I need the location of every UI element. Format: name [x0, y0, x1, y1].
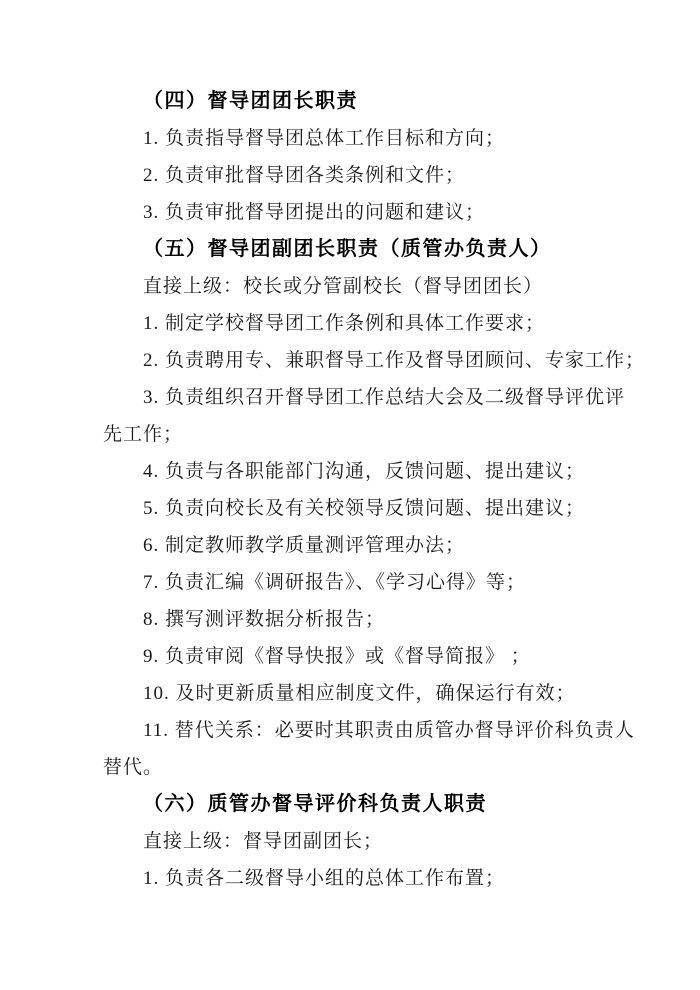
text-line: 3. 负责组织召开督导团工作总结大会及二级督导评优评 — [143, 387, 626, 408]
text-line: 11. 替代关系：必要时其职责由质管办督导评价科负责人 — [143, 720, 635, 741]
text-line: 2. 负责聘用专、兼职督导工作及督导团顾问、专家工作； — [143, 350, 646, 371]
section — [103, 83, 597, 231]
section-heading: （六）质管办督导评价科负责人职责 — [143, 793, 487, 815]
section — [103, 231, 646, 786]
text-line: 1. 制定学校督导团工作条例和具体工作要求； — [143, 313, 546, 334]
text-line-continuation: 替代。 — [103, 757, 164, 778]
section — [103, 786, 597, 897]
text-line: 5. 负责向校长及有关校领导反馈问题、提出建议； — [143, 498, 586, 519]
text-line: 10. 及时更新质量相应制度文件，确保运行有效； — [143, 683, 576, 704]
text-line: 9. 负责审阅《督导快报》或《督导简报》 ； — [143, 646, 531, 667]
text-line: 1. 负责各二级督导小组的总体工作布置； — [143, 868, 506, 889]
text-line: 2. 负责审批督导团各类条例和文件； — [143, 165, 466, 186]
text-line: 7. 负责汇编《调研报告》、《学习心得》等； — [143, 572, 527, 593]
section-heading: （四）督导团团长职责 — [143, 90, 358, 112]
section-heading: （五）督导团副团长职责（质管办负责人） — [143, 238, 552, 260]
text-line: 6. 制定教师教学质量测评管理办法； — [143, 535, 466, 556]
text-line: 3. 负责审批督导团提出的问题和建议； — [143, 202, 486, 223]
text-line: 8. 撰写测评数据分析报告； — [143, 609, 386, 630]
text-line: 直接上级：校长或分管副校长（督导团团长） — [143, 276, 544, 297]
text-line-continuation: 先工作； — [103, 424, 184, 445]
text-line: 1. 负责指导督导团总体工作目标和方向； — [143, 128, 506, 149]
text-line: 直接上级：督导团副团长； — [143, 831, 384, 852]
text-line: 4. 负责与各职能部门沟通，反馈问题、提出建议； — [143, 461, 586, 482]
